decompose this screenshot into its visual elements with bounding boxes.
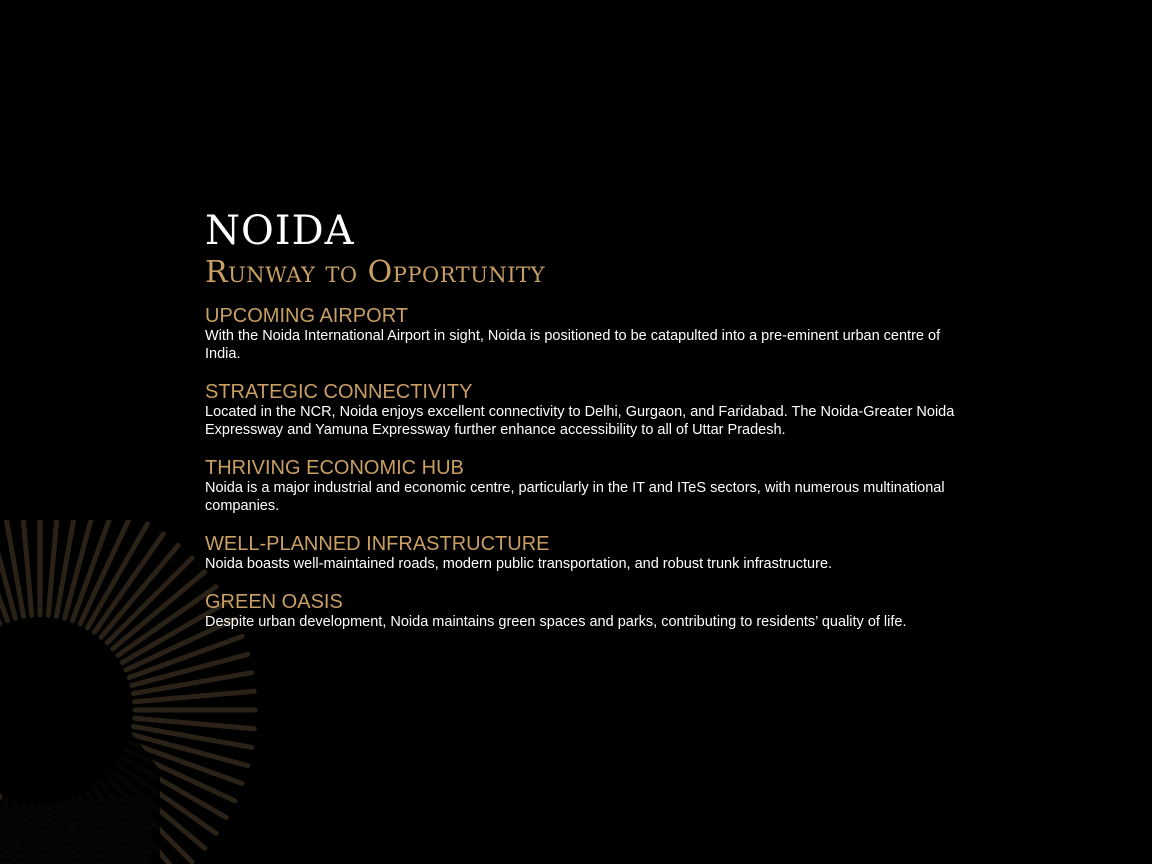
section-heading: GREEN OASIS [205,591,343,613]
page-subtitle: Runway to Opportunity [205,255,545,290]
main-content [205,207,965,649]
section-economic-hub [205,457,965,515]
section-green-oasis [205,591,965,631]
section-heading: STRATEGIC CONNECTIVITY [205,381,473,403]
section-infrastructure [205,533,965,573]
section-body: Located in the NCR, Noida enjoys excellent connectivity to Delhi, Gurgaon, and Faridabad. The Noida-Greater Noida Expressway and Yamuna Expressway further enhance accessibility to all of Uttar Pradesh. [205,404,955,438]
section-heading: UPCOMING AIRPORT [205,305,408,327]
page-title: NOIDA [205,208,355,254]
section-body: Noida is a major industrial and economic centre, particularly in the IT and ITeS sectors, with numerous multinational companies. [205,480,945,514]
section-body: With the Noida International Airport in sight, Noida is positioned to be catapulted into a pre-eminent urban centre of India. [205,328,941,362]
section-body: Noida boasts well-maintained roads, modern public transportation, and robust trunk infrastructure. [205,556,833,572]
section-heading: WELL-PLANNED INFRASTRUCTURE [205,533,550,555]
section-heading: THRIVING ECONOMIC HUB [205,457,464,479]
section-upcoming-airport [205,305,965,363]
section-body: Despite urban development, Noida maintains green spaces and parks, contributing to residents’ quality of life. [205,614,907,630]
section-strategic-connectivity [205,381,965,439]
